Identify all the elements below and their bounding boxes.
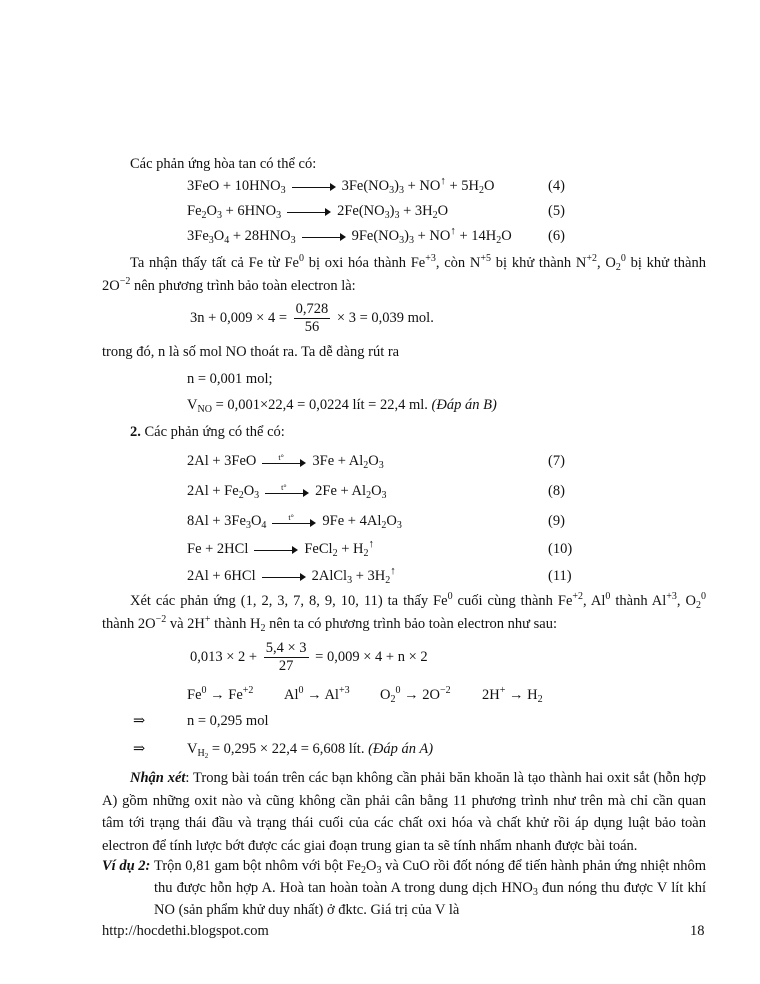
result-vh2: $V_{H_2} = 0,295 \times 22,4 = 6,608$ lít. (Đáp án A) [187, 741, 434, 760]
answer-1: (Đáp án B) [431, 397, 497, 413]
reaction-7: 2Al + 3FeO t° $3Fe + Al_2O_3$ [187, 452, 384, 471]
example-label: Ví dụ 2: [102, 858, 151, 874]
result-n2: n = 0,295 mol [187, 713, 269, 729]
reaction-4: $3FeO + 10HNO_3$ $3Fe(NO_3)_3 + NO^↑ + 5H_2O$ [187, 175, 495, 196]
page-number: 18 [690, 923, 705, 939]
part2-title: Các phản ứng có thể có: [144, 424, 285, 440]
remark-label: Nhận xét [130, 770, 186, 786]
reaction-number: (9) [548, 513, 565, 529]
example-2 [102, 855, 706, 921]
implies-icon: ⇒ [133, 713, 146, 729]
reaction-5: $Fe_2O_3 + 6HNO_3$ $2Fe(NO_3)_3 + 3H_2O$ [187, 203, 449, 221]
intro-text: Các phản ứng hòa tan có thể có: [130, 156, 317, 172]
reaction-11: 2Al + 6HCl 2AlCl$_3$ + $3H_2^↑$ [187, 565, 396, 586]
paragraph-electron-balance: Ta nhận thấy tất cả Fe từ Fe$^0$ bị oxi hóa thành $Fe^{+3}$, còn $N^{+5}$ bị khử thành $N^{+2}$, $O_2^0$ bị khử thành $2O^{-2}$ nên phương trình bảo toàn electron là: [102, 253, 706, 294]
answer-2: (Đáp án A) [368, 741, 434, 757]
equation-1: 3n + 0,009 × 4 = $\frac{0,728}{56}$ × 3 = 0,039 mol. [190, 301, 434, 336]
paragraph-xet: Xét các phản ứng (1, 2, 3, 7, 8, 9, 10, 11) ta thấy Fe$^0$ cuối cùng thành $Fe^{+2}$, Al$^0$ thành $Al^{+3}$, $O_2^0$ thành $2O^{-2}$ và 2H+ thành $H_2$ nên ta có phương trình bảo toàn electron như sau: [102, 591, 706, 634]
reaction-8: $2Al + Fe_2O_3$ t° $2Fe + Al_2O_3$ [187, 482, 387, 501]
reaction-number: (6) [548, 228, 565, 244]
equation-2: 0,013 × 2 + $\frac{5,4 \times 3}{27}$ = 0,009 × 4 + n × 2 [190, 640, 428, 675]
reaction-number: (11) [548, 568, 572, 584]
reaction-number: (8) [548, 483, 565, 499]
part2-number: 2. [130, 424, 141, 440]
result-v: $V_{NO} = 0,001\times 22,4 = 0,0224$ lít = 22,4 ml. (Đáp án B) [187, 397, 497, 415]
reaction-number: (5) [548, 203, 565, 219]
half-reaction-fe: $Fe^0 \to Fe^{+2}$ [187, 685, 254, 703]
result-n: n = 0,001 mol; [187, 371, 273, 387]
part2-heading [130, 423, 285, 441]
reaction-number: (10) [548, 541, 573, 557]
text-trong-do: trong đó, n là số mol NO thoát ra. Ta dễ dàng rút ra [102, 344, 400, 360]
remark-text: : Trong bài toán trên các bạn không cần phải băn khoăn là tạo thành hai oxit sắt (hỗn hợp A) gồm những oxit nào và cũng không cần phải cân bằng 11 phương trình như trên mà chỉ cần quan tâm tới trạng thái đầu và trạng thái cuối của các chất oxi hóa và chất khử rồi áp dụng luật bảo toàn electron để tính lược bớt được các giai đoạn trung gian ta sẽ tính nhẩm nhanh được bài toán. [102, 770, 706, 854]
half-reaction-o: $O_2^0 \to 2O^{-2}$ [380, 685, 451, 705]
example-text: Trộn 0,81 gam bột nhôm với bột $Fe_2O_3$ và CuO rồi đốt nóng để tiến hành phản ứng nhiệt nhôm thu được hỗn hợp A. Hoà tan hoàn toàn A trong dung dịch $HNO_3$ đun nóng thu được V lít khí NO (sản phẩm khử duy nhất) ở đktc. Giá trị của V là [154, 858, 706, 918]
reaction-6: $3Fe_3O_4 + 28HNO_3$ $9Fe(NO_3)_3 + NO^↑ + 14H_2O$ [187, 225, 512, 246]
reaction-10: Fe + 2HCl FeCl$_2$ + $H_2^↑$ [187, 538, 374, 559]
half-reaction-al: $Al^0 \to Al^{+3}$ [284, 685, 350, 703]
reaction-9: $8Al + 3Fe_3O_4$ t° $9Fe + 4Al_2O_3$ [187, 512, 402, 531]
reaction-number: (4) [548, 178, 565, 194]
footer-url[interactable]: http://hocdethi.blogspot.com [102, 923, 269, 939]
remark [102, 767, 706, 857]
implies-icon: ⇒ [133, 741, 146, 757]
half-reaction-h: $2H^+ \to H_2$ [482, 685, 543, 705]
reaction-number: (7) [548, 453, 565, 469]
